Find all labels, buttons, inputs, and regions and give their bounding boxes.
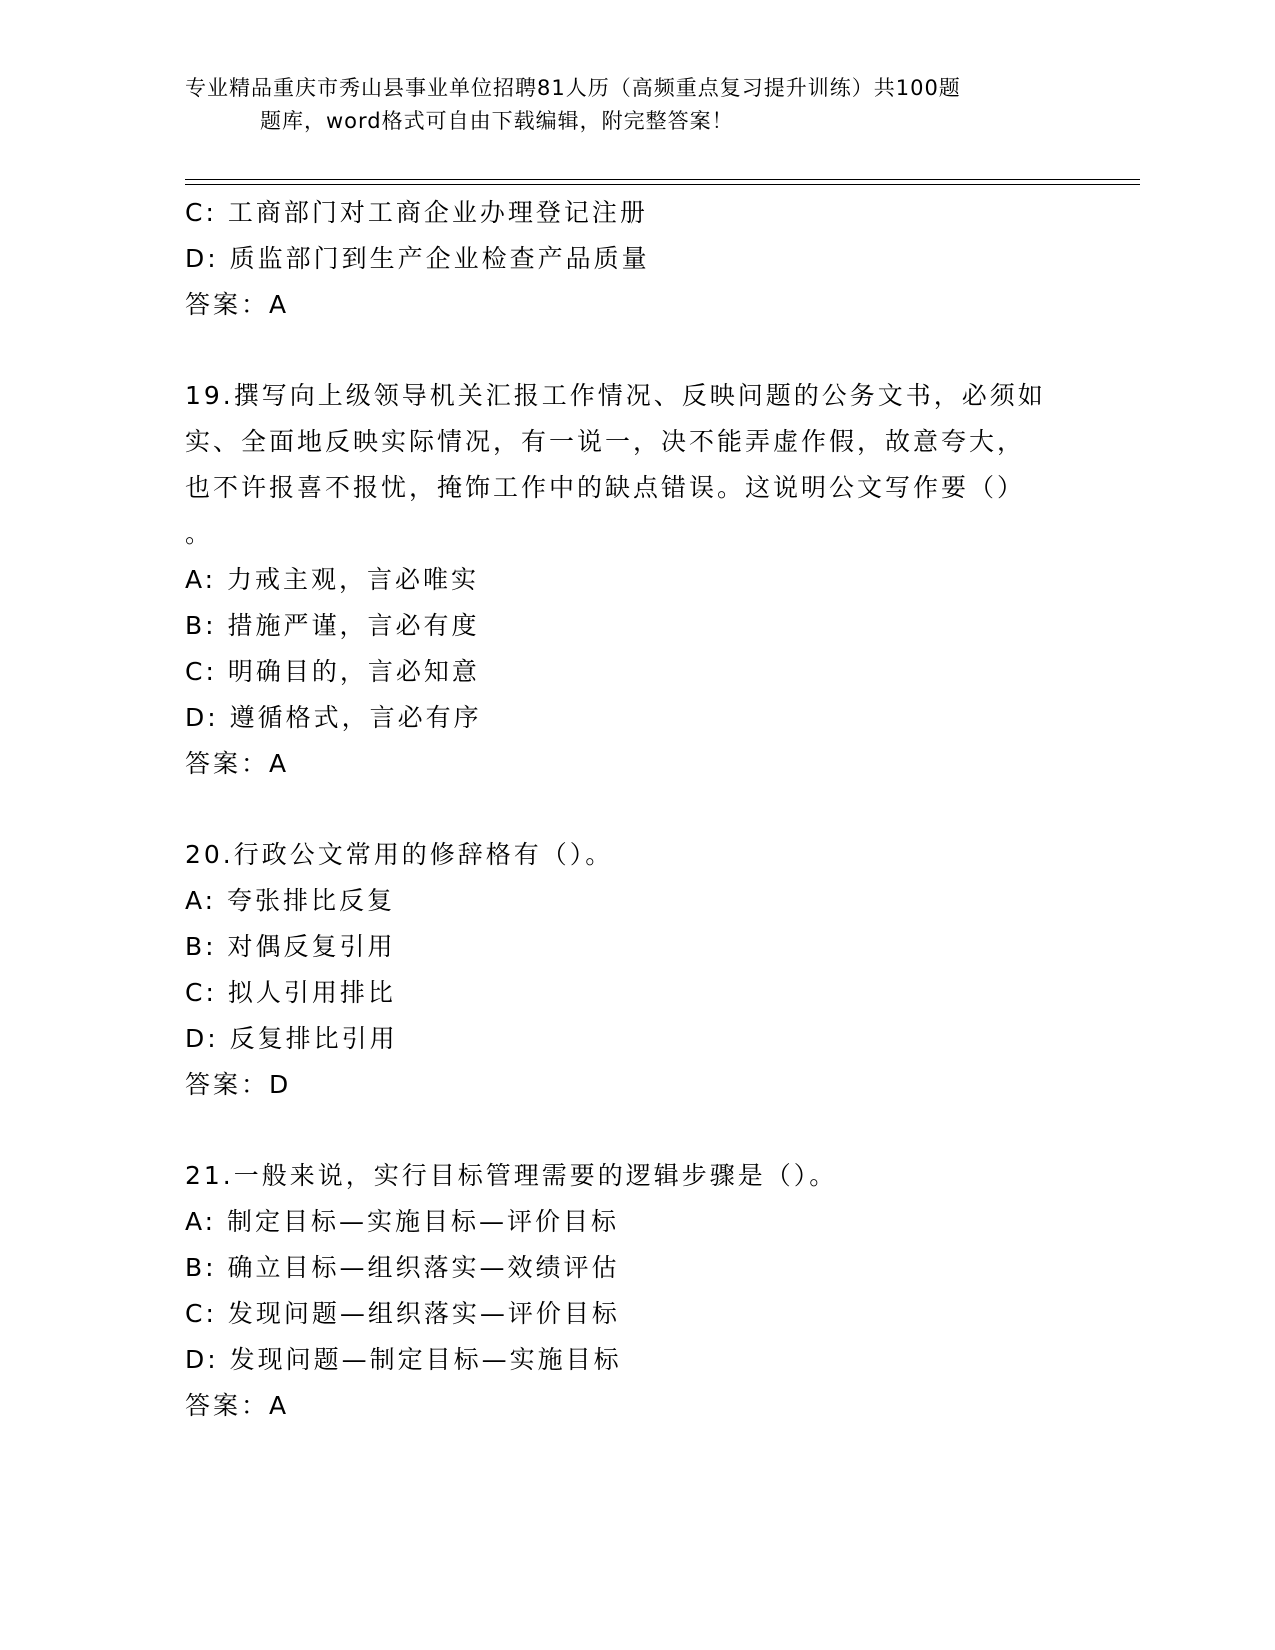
- option-b: B: 确立目标—组织落实—效绩评估: [185, 1253, 620, 1282]
- answer-line: 答案：A: [185, 749, 290, 778]
- question-stem: 21.一般来说，实行目标管理需要的逻辑步骤是（）。: [185, 1161, 838, 1190]
- question-list: [185, 190, 1085, 1429]
- option-b: B: 措施严谨，言必有度: [185, 611, 480, 640]
- option-a: A: 制定目标—实施目标—评价目标: [185, 1207, 620, 1236]
- answer-line: 答案：A: [185, 290, 290, 319]
- header-rule-top: [185, 179, 1140, 180]
- answer-line: 答案：D: [185, 1070, 292, 1099]
- option-d: D: 反复排比引用: [185, 1024, 398, 1053]
- header-rule-bottom: [185, 184, 1140, 185]
- question-21: [185, 1153, 1085, 1429]
- option-c: C: 明确目的，言必知意: [185, 657, 480, 686]
- option-d: D: 质监部门到生产企业检查产品质量: [185, 244, 650, 273]
- question-stem: 。: [185, 519, 214, 548]
- option-b: B: 对偶反复引用: [185, 932, 396, 961]
- option-d: D: 遵循格式，言必有序: [185, 703, 482, 732]
- question-stem: 20.行政公文常用的修辞格有（）。: [185, 840, 614, 869]
- question-stem: 也不许报喜不报忧，掩饰工作中的缺点错误。这说明公文写作要（）: [185, 473, 1026, 502]
- header-title-line2: 题库，word格式可自由下载编辑，附完整答案！: [260, 109, 734, 133]
- option-a: A: 夸张排比反复: [185, 886, 396, 915]
- option-c: C: 发现问题—组织落实—评价目标: [185, 1299, 620, 1328]
- spacer: [185, 787, 1085, 832]
- answer-line: 答案：A: [185, 1391, 290, 1420]
- question-stem: 19.撰写向上级领导机关汇报工作情况、反映问题的公务文书，必须如: [185, 381, 1046, 410]
- option-d: D: 发现问题—制定目标—实施目标: [185, 1345, 622, 1374]
- question-20: [185, 832, 1085, 1108]
- prev-question: [185, 190, 1085, 328]
- spacer: [185, 328, 1085, 373]
- option-a: A: 力戒主观，言必唯实: [185, 565, 480, 594]
- option-c: C: 拟人引用排比: [185, 978, 396, 1007]
- spacer: [185, 1108, 1085, 1153]
- option-c: C: 工商部门对工商企业办理登记注册: [185, 198, 648, 227]
- header-title-line1: 专业精品重庆市秀山县事业单位招聘81人历（高频重点复习提升训练）共100题: [185, 76, 961, 100]
- document-header: [185, 72, 1085, 138]
- question-stem: 实、全面地反映实际情况，有一说一，决不能弄虚作假，故意夸大，: [185, 427, 1026, 456]
- question-19: [185, 373, 1085, 787]
